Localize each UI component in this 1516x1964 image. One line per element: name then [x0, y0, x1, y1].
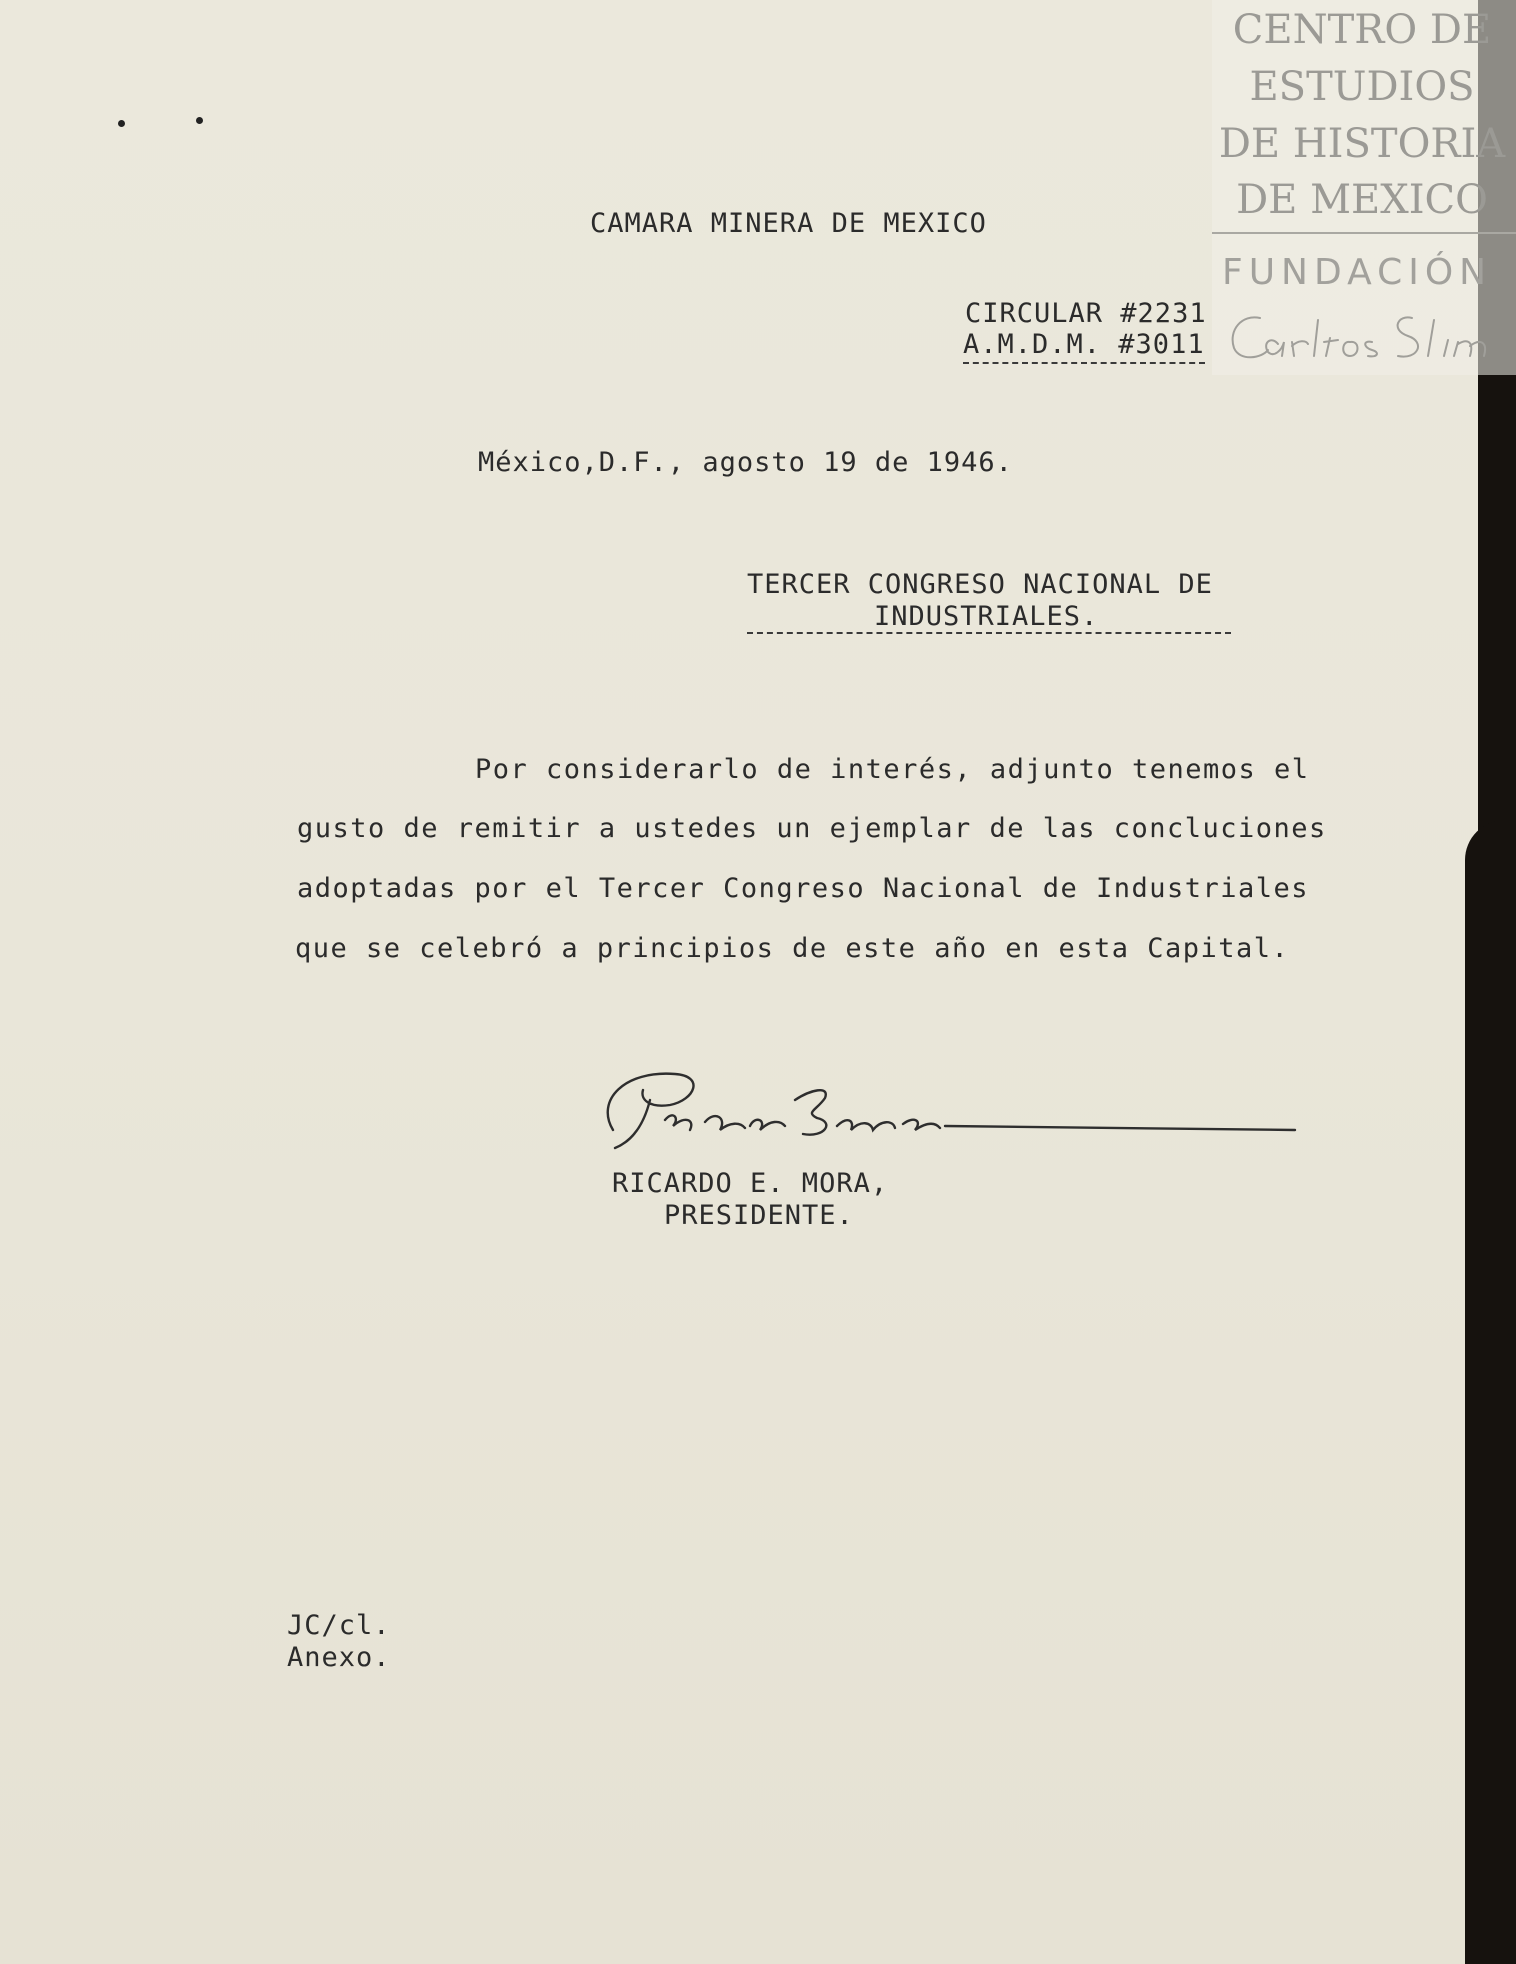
- watermark-divider: [1212, 232, 1516, 234]
- reference-number: A.M.D.M. #3011: [963, 331, 1205, 364]
- subject-line-1: TERCER CONGRESO NACIONAL DE: [747, 569, 1213, 600]
- scan-edge-notch: [1465, 820, 1516, 1964]
- body-line-2: gusto de remitir a ustedes un ejemplar de las concluciones: [297, 813, 1327, 844]
- watermark-line-1: CENTRO DE: [1232, 7, 1492, 53]
- handwritten-signature: [555, 1060, 1315, 1180]
- body-line-1: Por considerarlo de interés, adjunto tenemos el: [475, 754, 1310, 785]
- watermark-signature-logo: [1222, 300, 1512, 370]
- punch-mark-left: [118, 120, 125, 127]
- punch-mark-right: [196, 117, 203, 124]
- subject-underline: [747, 632, 1231, 634]
- subject-line-2: INDUSTRIALES.: [874, 601, 1099, 632]
- circular-number: CIRCULAR #2231: [965, 298, 1207, 329]
- signatory-title: PRESIDENTE.: [664, 1200, 854, 1231]
- signatory-name: RICARDO E. MORA,: [612, 1168, 889, 1199]
- letterhead-organization: CAMARA MINERA DE MEXICO: [590, 208, 987, 239]
- watermark-line-2: ESTUDIOS: [1249, 64, 1475, 110]
- attachment-note: Anexo.: [287, 1642, 391, 1673]
- date-line: México,D.F., agosto 19 de 1946.: [478, 447, 1013, 478]
- watermark-line-3: DE HISTORIA: [1218, 121, 1506, 167]
- watermark-line-4: DE MEXICO: [1236, 177, 1488, 223]
- body-line-4: que se celebró a principios de este año en esta Capital.: [295, 933, 1290, 964]
- typist-initials: JC/cl.: [287, 1610, 391, 1641]
- watermark-foundation: FUNDACIÓN: [1222, 252, 1493, 293]
- archive-watermark: [1212, 0, 1516, 375]
- body-line-3: adoptadas por el Tercer Congreso Nacional de Industriales: [297, 873, 1310, 904]
